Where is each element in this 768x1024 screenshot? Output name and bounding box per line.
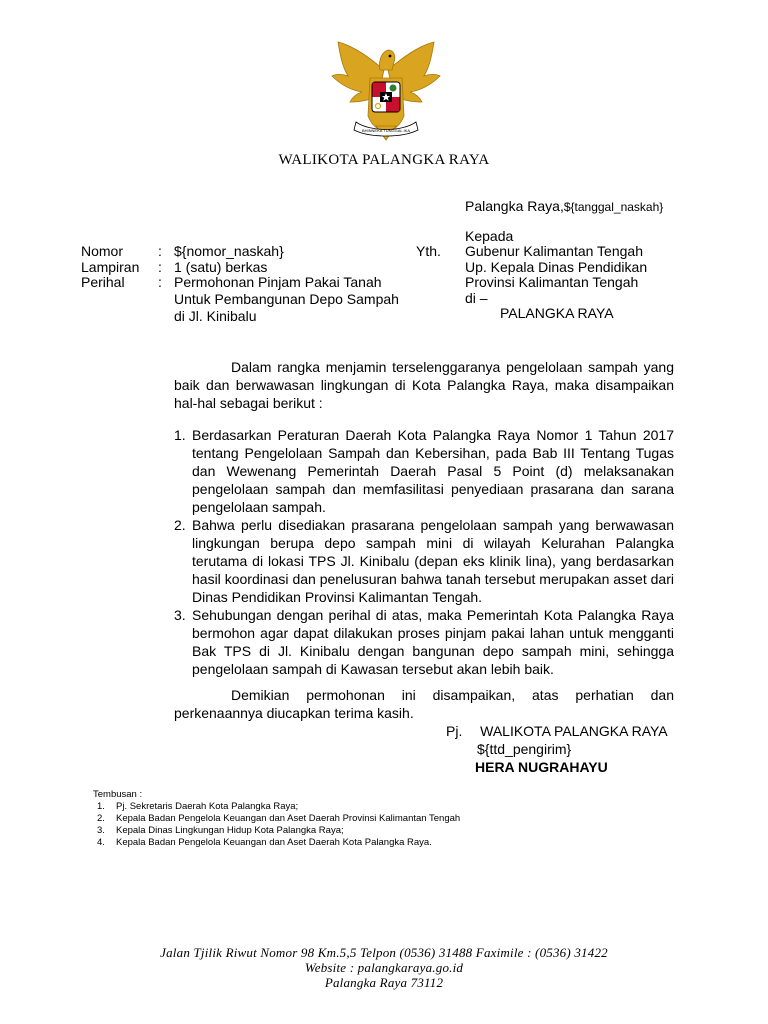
footer-address: Jalan Tjilik Riwut Nomor 98 Km.5,5 Telpon (0536) 31488 Faximile : (0536) 31422: [160, 945, 608, 960]
point-number: 1.: [174, 427, 186, 443]
signature-block: [446, 722, 668, 776]
signature-prefix: Pj.: [446, 723, 463, 739]
nomor-label: Nomor: [81, 243, 124, 259]
tembusan-number: 2.: [97, 813, 105, 824]
addressee-kepada: Kepada: [465, 228, 514, 244]
tembusan-label: Tembusan :: [93, 789, 143, 800]
list-item: [174, 426, 674, 516]
point-number: 3.: [174, 607, 186, 623]
list-item: [93, 825, 460, 837]
list-item: [93, 801, 460, 813]
closing-paragraph: Demikian permohonan ini disampaikan, atas perhatian dan perkenaannya diucapkan terima kasih.: [174, 687, 674, 721]
date-placeholder: ${tanggal_naskah}: [563, 200, 664, 214]
intro-paragraph: Dalam rangka menjamin terselenggaranya pengelolaan sampah yang baik dan berwawasan lingkungan di Kota Palangka Raya, maka disampaikan hal-hal sebagai berikut :: [174, 359, 674, 411]
garuda-emblem-icon: [330, 40, 442, 145]
colon: :: [158, 274, 162, 290]
point-text: Bahwa perlu disediakan prasarana pengelolaan sampah yang berwawasan lingkungan berupa depo sampah mini di wilayah Kelurahan Palangka terutama di lokasi TPS Jl. Kinibalu (depan eks klinik lina), yang berdasarkan hasil koordinasi dan penelusuran bahwa tanah tersebut merupakan asset dari Dinas Pendidikan Provinsi Kalimantan Tengah.: [192, 517, 674, 605]
letter-body: [174, 358, 674, 722]
addressee-line: Up. Kepala Dinas Pendidikan: [465, 259, 648, 275]
points-list: [174, 426, 674, 678]
lampiran-value: 1 (satu) berkas: [174, 259, 268, 275]
signature-title-row: [446, 722, 668, 740]
tembusan-number: 3.: [97, 825, 105, 836]
tembusan-text: Kepala Dinas Lingkungan Hidup Kota Palangka Raya;: [116, 825, 344, 836]
addressee-line: di –: [465, 290, 488, 306]
tembusan-number: 4.: [97, 837, 105, 848]
perihal-value: [174, 274, 414, 325]
lampiran-label: Lampiran: [81, 259, 140, 275]
addressee-line: Provinsi Kalimantan Tengah: [465, 274, 639, 290]
perihal-label: Perihal: [81, 274, 125, 290]
tembusan-text: Kepala Badan Pengelola Keuangan dan Aset Daerah Kota Palangka Raya.: [116, 837, 432, 848]
perihal-line: Permohonan Pinjam Pakai Tanah: [174, 274, 382, 290]
place-date: [465, 198, 663, 216]
nomor-value: ${nomor_naskah}: [174, 243, 284, 259]
tembusan: [93, 789, 460, 849]
signature-title: WALIKOTA PALANGKA RAYA: [480, 723, 668, 739]
point-number: 2.: [174, 517, 186, 533]
letterhead-title: WALIKOTA PALANGKA RAYA: [278, 152, 490, 168]
addressee-yth: Yth.: [416, 243, 441, 259]
letterhead-footer: [0, 945, 768, 990]
signature-name: HERA NUGRAHAYU: [475, 759, 608, 775]
list-item: [93, 837, 460, 849]
list-item: [174, 516, 674, 606]
list-item: [93, 813, 460, 825]
list-item: [174, 606, 674, 678]
tembusan-number: 1.: [97, 801, 105, 812]
svg-text:BHINNEKA TUNGGAL IKA: BHINNEKA TUNGGAL IKA: [361, 128, 411, 133]
addressee-city: PALANGKA RAYA: [500, 305, 614, 321]
tembusan-text: Pj. Sekretaris Daerah Kota Palangka Raya;: [116, 801, 299, 812]
perihal-line: di Jl. Kinibalu: [174, 308, 257, 324]
place-label: Palangka Raya,: [465, 198, 564, 214]
addressee-line: Gubenur Kalimantan Tengah: [465, 243, 643, 259]
colon: :: [158, 259, 162, 275]
perihal-line: Untuk Pembangunan Depo Sampah: [174, 291, 399, 307]
colon: :: [158, 243, 162, 259]
footer-city-zip: Palangka Raya 73112: [324, 975, 444, 990]
point-text: Sehubungan dengan perihal di atas, maka Pemerintah Kota Palangka Raya bermohon agar dapat dilakukan proses pinjam pakai lahan untuk mengganti Bak TPS di Jl. Kinibalu dengan bangunan depo sampah mini, sehingga pengelolaan sampah di Kawasan tersebut akan lebih baik.: [192, 607, 674, 677]
signature-ttd: ${ttd_pengirim}: [477, 741, 572, 757]
point-text: Berdasarkan Peraturan Daerah Kota Palangka Raya Nomor 1 Tahun 2017 tentang Pengelolaan Sampah dan Kebersihan, pada Bab III Tentang Tugas dan Wewenang Pemerintah Daerah Pasal 5 Point (d) melaksanakan pengelolaan sampah dan memfasilitasi penyediaan prasarana dan sarana pengelolaan sampah.: [192, 427, 674, 515]
tembusan-text: Kepala Badan Pengelola Keuangan dan Aset Daerah Provinsi Kalimantan Tengah: [116, 813, 461, 824]
footer-website: Website : palangkaraya.go.id: [304, 960, 464, 975]
